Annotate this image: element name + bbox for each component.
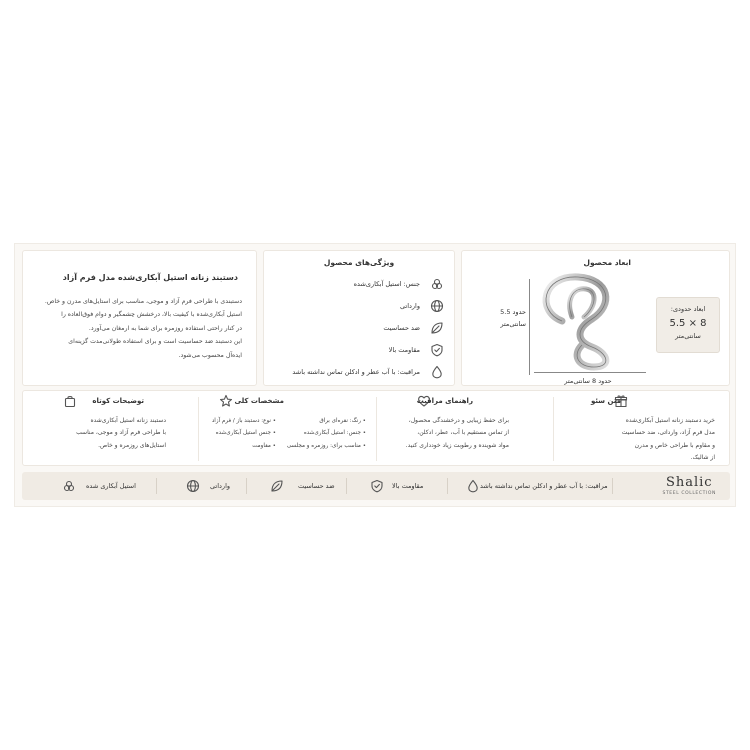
feature-label: مراقبت: با آب عطر و ادکلن تماس نداشته باشد xyxy=(292,368,420,376)
feature-anti-allergy xyxy=(272,317,444,339)
drop-icon xyxy=(466,479,480,493)
short-description-title: توضیحات کوتاه xyxy=(92,397,144,405)
column-divider xyxy=(553,397,554,461)
height-dimension-line xyxy=(529,279,530,375)
approx-dimensions-label: ابعاد حدودی: xyxy=(670,305,706,313)
shield-icon xyxy=(370,479,384,493)
bar-imported xyxy=(180,478,230,494)
dimensions-card xyxy=(461,250,730,386)
care-title: راهنمای مراقبت xyxy=(416,397,473,405)
feature-label: ضد حساسیت xyxy=(383,324,420,332)
bracelet-image xyxy=(532,271,624,371)
globe-icon xyxy=(186,479,200,493)
feature-imported xyxy=(272,295,444,317)
info-columns xyxy=(22,390,730,466)
leaf-icon xyxy=(270,479,284,493)
approx-dimensions-box xyxy=(656,297,720,353)
short-description-column xyxy=(23,391,198,467)
features-card xyxy=(263,250,455,386)
feature-label: جنس: استیل آبکاری‌شده xyxy=(353,280,420,288)
feature-label: وارداتی xyxy=(399,302,420,310)
feature-resistance xyxy=(272,339,444,361)
seo-column xyxy=(554,391,731,467)
brand-name: Shalic xyxy=(665,475,713,490)
bar-anti-allergy-label: ضد حساسیت xyxy=(298,482,335,490)
description-line: دستبندی با طراحی فرم آزاد و موجی، مناسب برای استایل‌های مدرن و خاص. xyxy=(44,298,242,305)
brand-tagline: STEEL COLLECTION xyxy=(662,491,716,496)
seo-title: متن سئو xyxy=(590,397,621,405)
seo-text: خرید دستبند زنانه استیل آبکاری‌شده مدل فرم آزاد، وارداتی، ضد حساسیت و مقاوم با طراحی خاص و مدرن از شالیک. xyxy=(621,417,715,461)
product-title: دستبند زنانه استیل آبکاری‌شده مدل فرم آزاد xyxy=(62,273,238,282)
description-line: استیل آبکاری‌شده با کیفیت بالا، درخشش چشمگیر و دوام فوق‌العاده را xyxy=(61,311,242,319)
bar-imported-label: وارداتی xyxy=(210,482,231,490)
features-bar xyxy=(22,472,730,500)
approx-dimensions-unit: سانتی‌متر xyxy=(675,332,701,340)
height-value: حدود 5.5 xyxy=(500,308,526,316)
width-dimension-label: حدود 8 سانتی‌متر xyxy=(564,377,612,385)
drop-icon xyxy=(430,365,444,379)
bar-material-label: استیل آبکاری شده xyxy=(86,482,136,490)
description-line: این دستبند ضد حساسیت است و برای استفاده طولانی‌مدت گزینه‌ای xyxy=(68,338,242,346)
bar-care-label: مراقبت: با آب عطر و ادکلن تماس نداشته باشد xyxy=(480,482,608,490)
column-divider xyxy=(198,397,199,461)
feature-care xyxy=(272,361,444,383)
care-column xyxy=(377,391,553,467)
bar-divider xyxy=(246,478,247,494)
bar-material xyxy=(56,478,136,494)
column-divider xyxy=(376,397,377,461)
features-list xyxy=(272,273,444,383)
product-info-sheet xyxy=(14,243,736,507)
specs-title: مشخصات کلی xyxy=(234,397,284,405)
bar-resistance xyxy=(364,478,423,494)
height-dimension-label xyxy=(476,306,526,330)
product-description xyxy=(34,295,242,362)
bar-divider xyxy=(447,478,448,494)
bar-care xyxy=(460,478,608,494)
globe-icon xyxy=(430,299,444,313)
description-line: در کنار راحتی استفاده روزمره برای شما به ارمغان می‌آورد. xyxy=(88,324,242,332)
leaf-icon xyxy=(430,321,444,335)
description-card xyxy=(22,250,257,386)
bar-anti-allergy xyxy=(264,478,335,494)
bar-divider xyxy=(346,478,347,494)
star-icon xyxy=(219,394,233,408)
bar-divider xyxy=(156,478,157,494)
bar-resistance-label: مقاومت بالا xyxy=(392,482,424,490)
specs-right-list: • نوع: دستبند باز / فرم آزاد • جنس استیل آبکاری‌شده • مقاومت xyxy=(211,418,276,449)
brand-logo xyxy=(663,475,717,496)
features-title: ویژگی‌های محصول xyxy=(323,258,395,267)
layers-icon xyxy=(62,479,76,493)
care-text: برای حفظ زیبایی و درخشندگی محصول، از تماس مستقیم با آب، عطر، ادکلن، مواد شوینده و رطوبت زیاد خودداری کنید. xyxy=(405,417,509,449)
bar-divider xyxy=(612,478,613,494)
short-description-text: دستبند زنانه استیل آبکاری‌شده با طراحی فرم آزاد و موجی، مناسب استایل‌های روزمره و خاص. xyxy=(76,417,166,449)
feature-material xyxy=(272,273,444,295)
bag-icon xyxy=(63,394,77,408)
description-line: ایده‌آل محسوب می‌شود. xyxy=(178,351,242,359)
specs-left-list: • رنگ: نقره‌ای براق • جنس: استیل آبکاری‌شده • مناسب برای: روزمره و مجلسی xyxy=(286,418,366,449)
feature-label: مقاومت بالا xyxy=(388,346,420,354)
approx-dimensions-value: 5.5 × 8 xyxy=(669,318,707,329)
specs-column xyxy=(199,391,376,467)
layers-icon xyxy=(430,277,444,291)
shield-icon xyxy=(430,343,444,357)
height-unit: سانتی‌متر xyxy=(500,320,526,328)
dimensions-title: ابعاد محصول xyxy=(583,258,631,267)
width-dimension-line xyxy=(534,372,646,373)
